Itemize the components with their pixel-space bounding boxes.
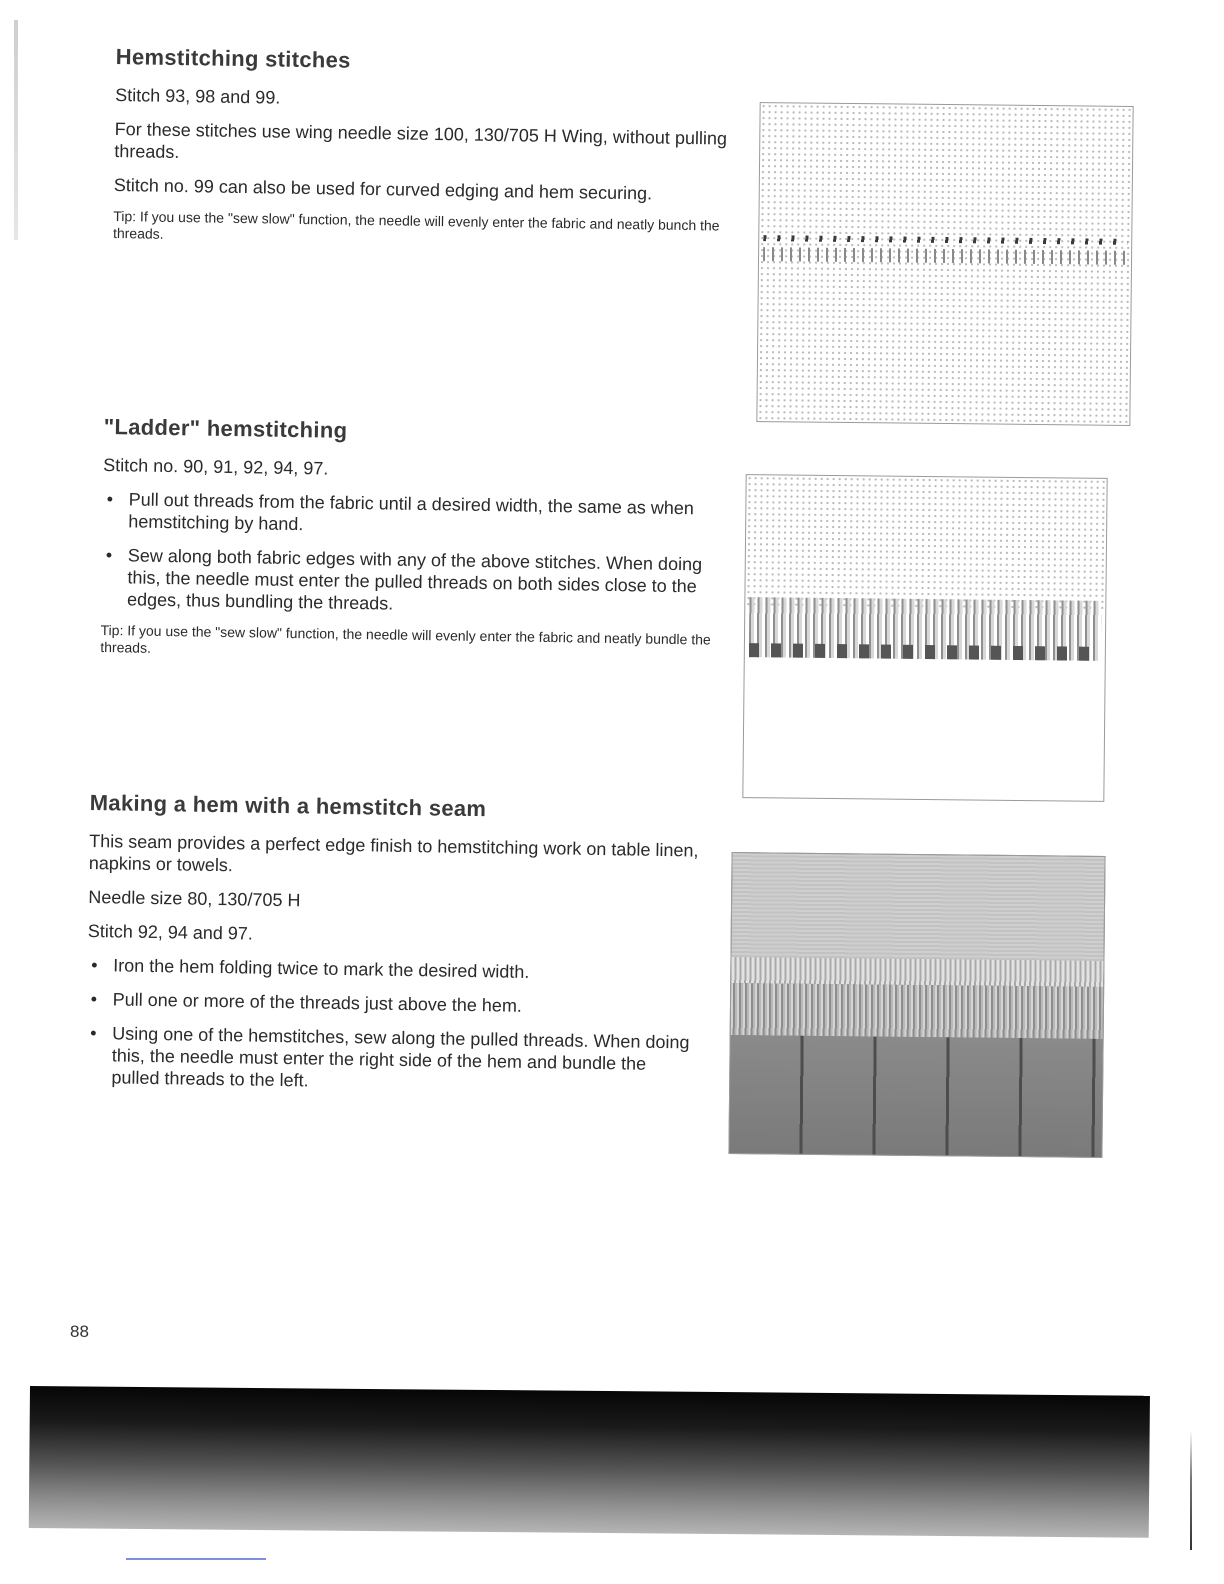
instruction-list <box>85 954 699 1098</box>
section-title: Making a hem with a hemstitch seam <box>89 790 487 822</box>
list-item: • Pull out threads from the fabric until a desired width, the same as when hemstitching by hand. <box>102 488 715 542</box>
section-hemstitching-stitches <box>113 44 736 264</box>
hem-seam-photo <box>728 852 1105 1158</box>
section-title: "Ladder" hemstitching <box>103 414 348 443</box>
fringe-threads <box>731 983 1104 1039</box>
tip-text: Tip: If you use the "sew slow" function, the needle will evenly enter the fabric and neatly bundle the threads. <box>100 621 711 656</box>
section-hem-with-hemstitch-seam <box>85 790 702 1110</box>
stitch-numbers: Stitch no. 90, 91, 92, 94, 97. <box>103 454 329 479</box>
scan-edge <box>14 20 18 240</box>
list-item: • Sew along both fabric edges with any of the above stitches. When doing this, the needle must enter the pulled threads on both sides close to the edges, thus bundling the threads. <box>101 544 714 620</box>
footer-line <box>126 1558 266 1560</box>
list-item: • Iron the hem folding twice to mark the desired width. <box>87 954 699 986</box>
curved-info: Stitch no. 99 can also be used for curved edging and hem securing. <box>113 174 653 204</box>
stitch-row <box>763 235 1127 273</box>
hemstitch-band <box>731 957 1103 987</box>
needle-info: For these stitches use wing needle size 100, 130/705 H Wing, without pulling threads. <box>114 118 728 163</box>
bundled-threads <box>749 643 1101 661</box>
section-title: Hemstitching stitches <box>115 44 351 73</box>
fabric-texture <box>745 475 1106 611</box>
ladder-sample-photo <box>742 474 1107 802</box>
wooden-table <box>729 1035 1102 1157</box>
page-number: 88 <box>70 1322 89 1341</box>
tip-text: Tip: If you use the "sew slow" function, the needle will evenly enter the fabric and neatly bunch the threads. <box>112 207 720 242</box>
list-item: • Using one of the hemstitches, sew along the pulled threads. When doing this, the needle must enter the right side of the hem and bundle the pulled threads to the left. <box>85 1022 698 1098</box>
stitch-numbers: Stitch 92, 94 and 97. <box>87 920 254 944</box>
footer-band <box>29 1386 1150 1538</box>
intro-text: This seam provides a perfect edge finish to hemstitching work on table linen, napkins or towels. <box>88 830 699 876</box>
instruction-list <box>101 488 715 620</box>
list-item: • Pull one or more of the threads just above the hem. <box>87 988 699 1020</box>
stitch-numbers: Stitch 93, 98 and 99. <box>115 84 281 108</box>
scan-edge-right <box>1190 1430 1192 1550</box>
hemstitch-sample-photo <box>756 102 1133 426</box>
needle-info: Needle size 80, 130/705 H <box>88 886 301 911</box>
section-ladder-hemstitching <box>100 414 716 678</box>
